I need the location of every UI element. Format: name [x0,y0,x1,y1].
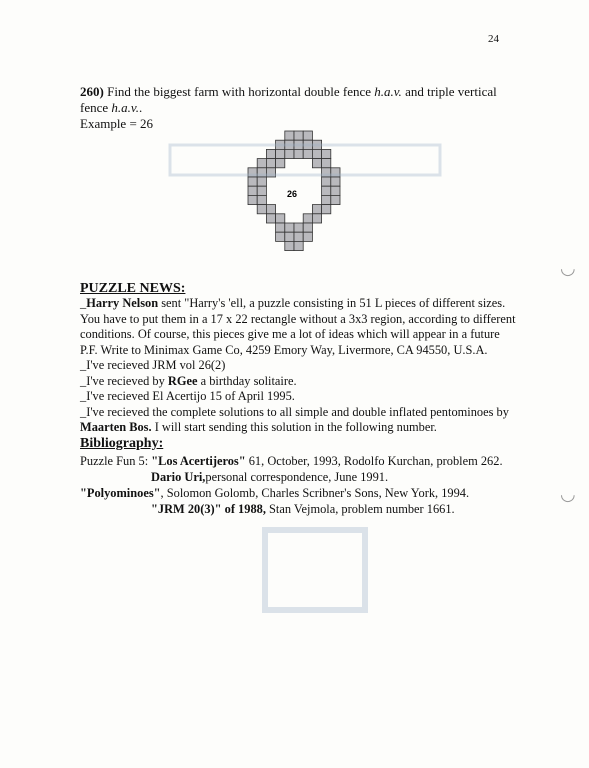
bleed-through-figure [255,520,375,620]
problem-text-3: . [138,100,143,115]
bibliography-body [80,453,520,517]
bib-title: "JRM 20(3)" of 1988, [151,502,266,516]
news-item-text: sent "Harry's 'ell, a puzzle consisting in 51 L pieces of different sizes. You have to put them in a 17 x 22 rectangle without a 3x3 region, according to different conditions. Of course, this pieces give me a lot of ideas which will appear in a future P.F. Write to Minimax Game Co, 4259 Emory Way, Livermore, CA 94550, U.S.A. [80,296,516,357]
bib-title: "Los Acertijeros" [151,454,246,468]
page-number: 24 [488,33,499,45]
news-item: _I've recieved the complete solutions to all simple and double inflated pentominoes by Maarten Bos. I will start sending this solution in the following number. [80,404,509,434]
grid-cell [294,223,303,232]
news-item-name: Maarten Bos. [80,420,152,434]
news-item-text: a birthday solitaire. [197,373,297,388]
grid-cell [257,195,266,204]
problem-260 [80,84,520,132]
puzzle-news-body [80,296,520,436]
example-text: Example = 26 [80,116,154,131]
grid-cell [294,241,303,250]
bib-text: personal correspondence, June 1991. [205,470,389,484]
grid-cell [248,195,257,204]
bibliography-entry [9,485,520,501]
news-item-name: RGee [167,373,198,388]
grid-cell [276,214,285,223]
grid-cell [322,205,331,214]
news-item-name: Harry Nelson [86,296,159,310]
puzzle-news-heading: PUZZLE NEWS: [80,281,186,296]
grid-cell [331,186,340,195]
grid-cell [276,223,285,232]
grid-cell [285,232,294,241]
grid-cell [257,186,266,195]
bibliography-heading: Bibliography: [80,436,164,451]
grid-cell [303,214,312,223]
grid-cell [312,214,321,223]
news-item: _I've recieved JRM vol 26(2) [80,358,226,372]
problem-text-1: Find the biggest farm with horizontal double fence [103,84,375,99]
bib-text: 61, October, 1993, Rodolfo Kurchan, problem 262. [245,454,503,468]
bibliography-entry [80,453,520,469]
news-item-text: I've recieved El Acertijo 15 of April 1995. [86,389,295,403]
bib-text: Puzzle Fun 5: [80,454,152,468]
grid-cell [285,131,294,140]
bibliography-entry [80,501,520,517]
bib-text: , Solomon Golomb, Charles Scribner's Sons, New York, 1994. [160,486,470,500]
hav-label-1: h.a.v. [374,84,402,99]
grid-cell [285,241,294,250]
grid-cell [303,131,312,140]
news-item-text: I've recieved by [86,373,168,388]
news-item-text: I've recieved JRM vol 26(2) [86,358,226,372]
problem-number: 260) [80,84,104,99]
news-item: _Harry Nelson sent "Harry's 'ell, a puzzle consisting in 51 L pieces of different sizes. You have to put them in a 17 x 22 rectangle without a 3x3 region, according to different conditions. Of course, this pieces give me a lot of ideas which will appear in a future P.F. Write to Minimax Game Co, 4259 Emory Way, Livermore, CA 94550, U.S.A. [80,296,516,357]
grid-cell [322,195,331,204]
margin-mark: ◡ [560,258,576,278]
grid-cell [294,131,303,140]
hav-label-2: h.a.v. [111,100,139,115]
grid-cell [303,232,312,241]
bib-title: "Polyominoes" [80,486,161,500]
bibliography-entry [80,469,520,485]
news-item-text: I will start sending this solution in the following number. [151,420,437,434]
margin-mark: ◡ [560,484,576,504]
grid-cell [294,232,303,241]
bib-title: Dario Uri, [151,470,206,484]
figure-value-label: 26 [286,189,298,199]
grid-cell [248,186,257,195]
grid-cell [312,205,321,214]
grid-cell [285,223,294,232]
grid-cell [266,205,275,214]
problem-text-2: and triple vertical fence [80,84,497,115]
news-item: _I've recieved by RGee a birthday solitaire. [80,373,297,388]
news-item-text: I've recieved the complete solutions to all simple and double inflated pentominoes by [86,404,509,419]
grid-cell [322,186,331,195]
bib-text: Stan Vejmola, problem number 1661. [265,502,455,516]
bleed-through-figure [165,140,445,180]
grid-cell [257,205,266,214]
news-item: _I've recieved El Acertijo 15 of April 1995. [80,389,295,403]
grid-cell [266,214,275,223]
grid-cell [276,232,285,241]
grid-cell [303,223,312,232]
grid-cell [331,195,340,204]
